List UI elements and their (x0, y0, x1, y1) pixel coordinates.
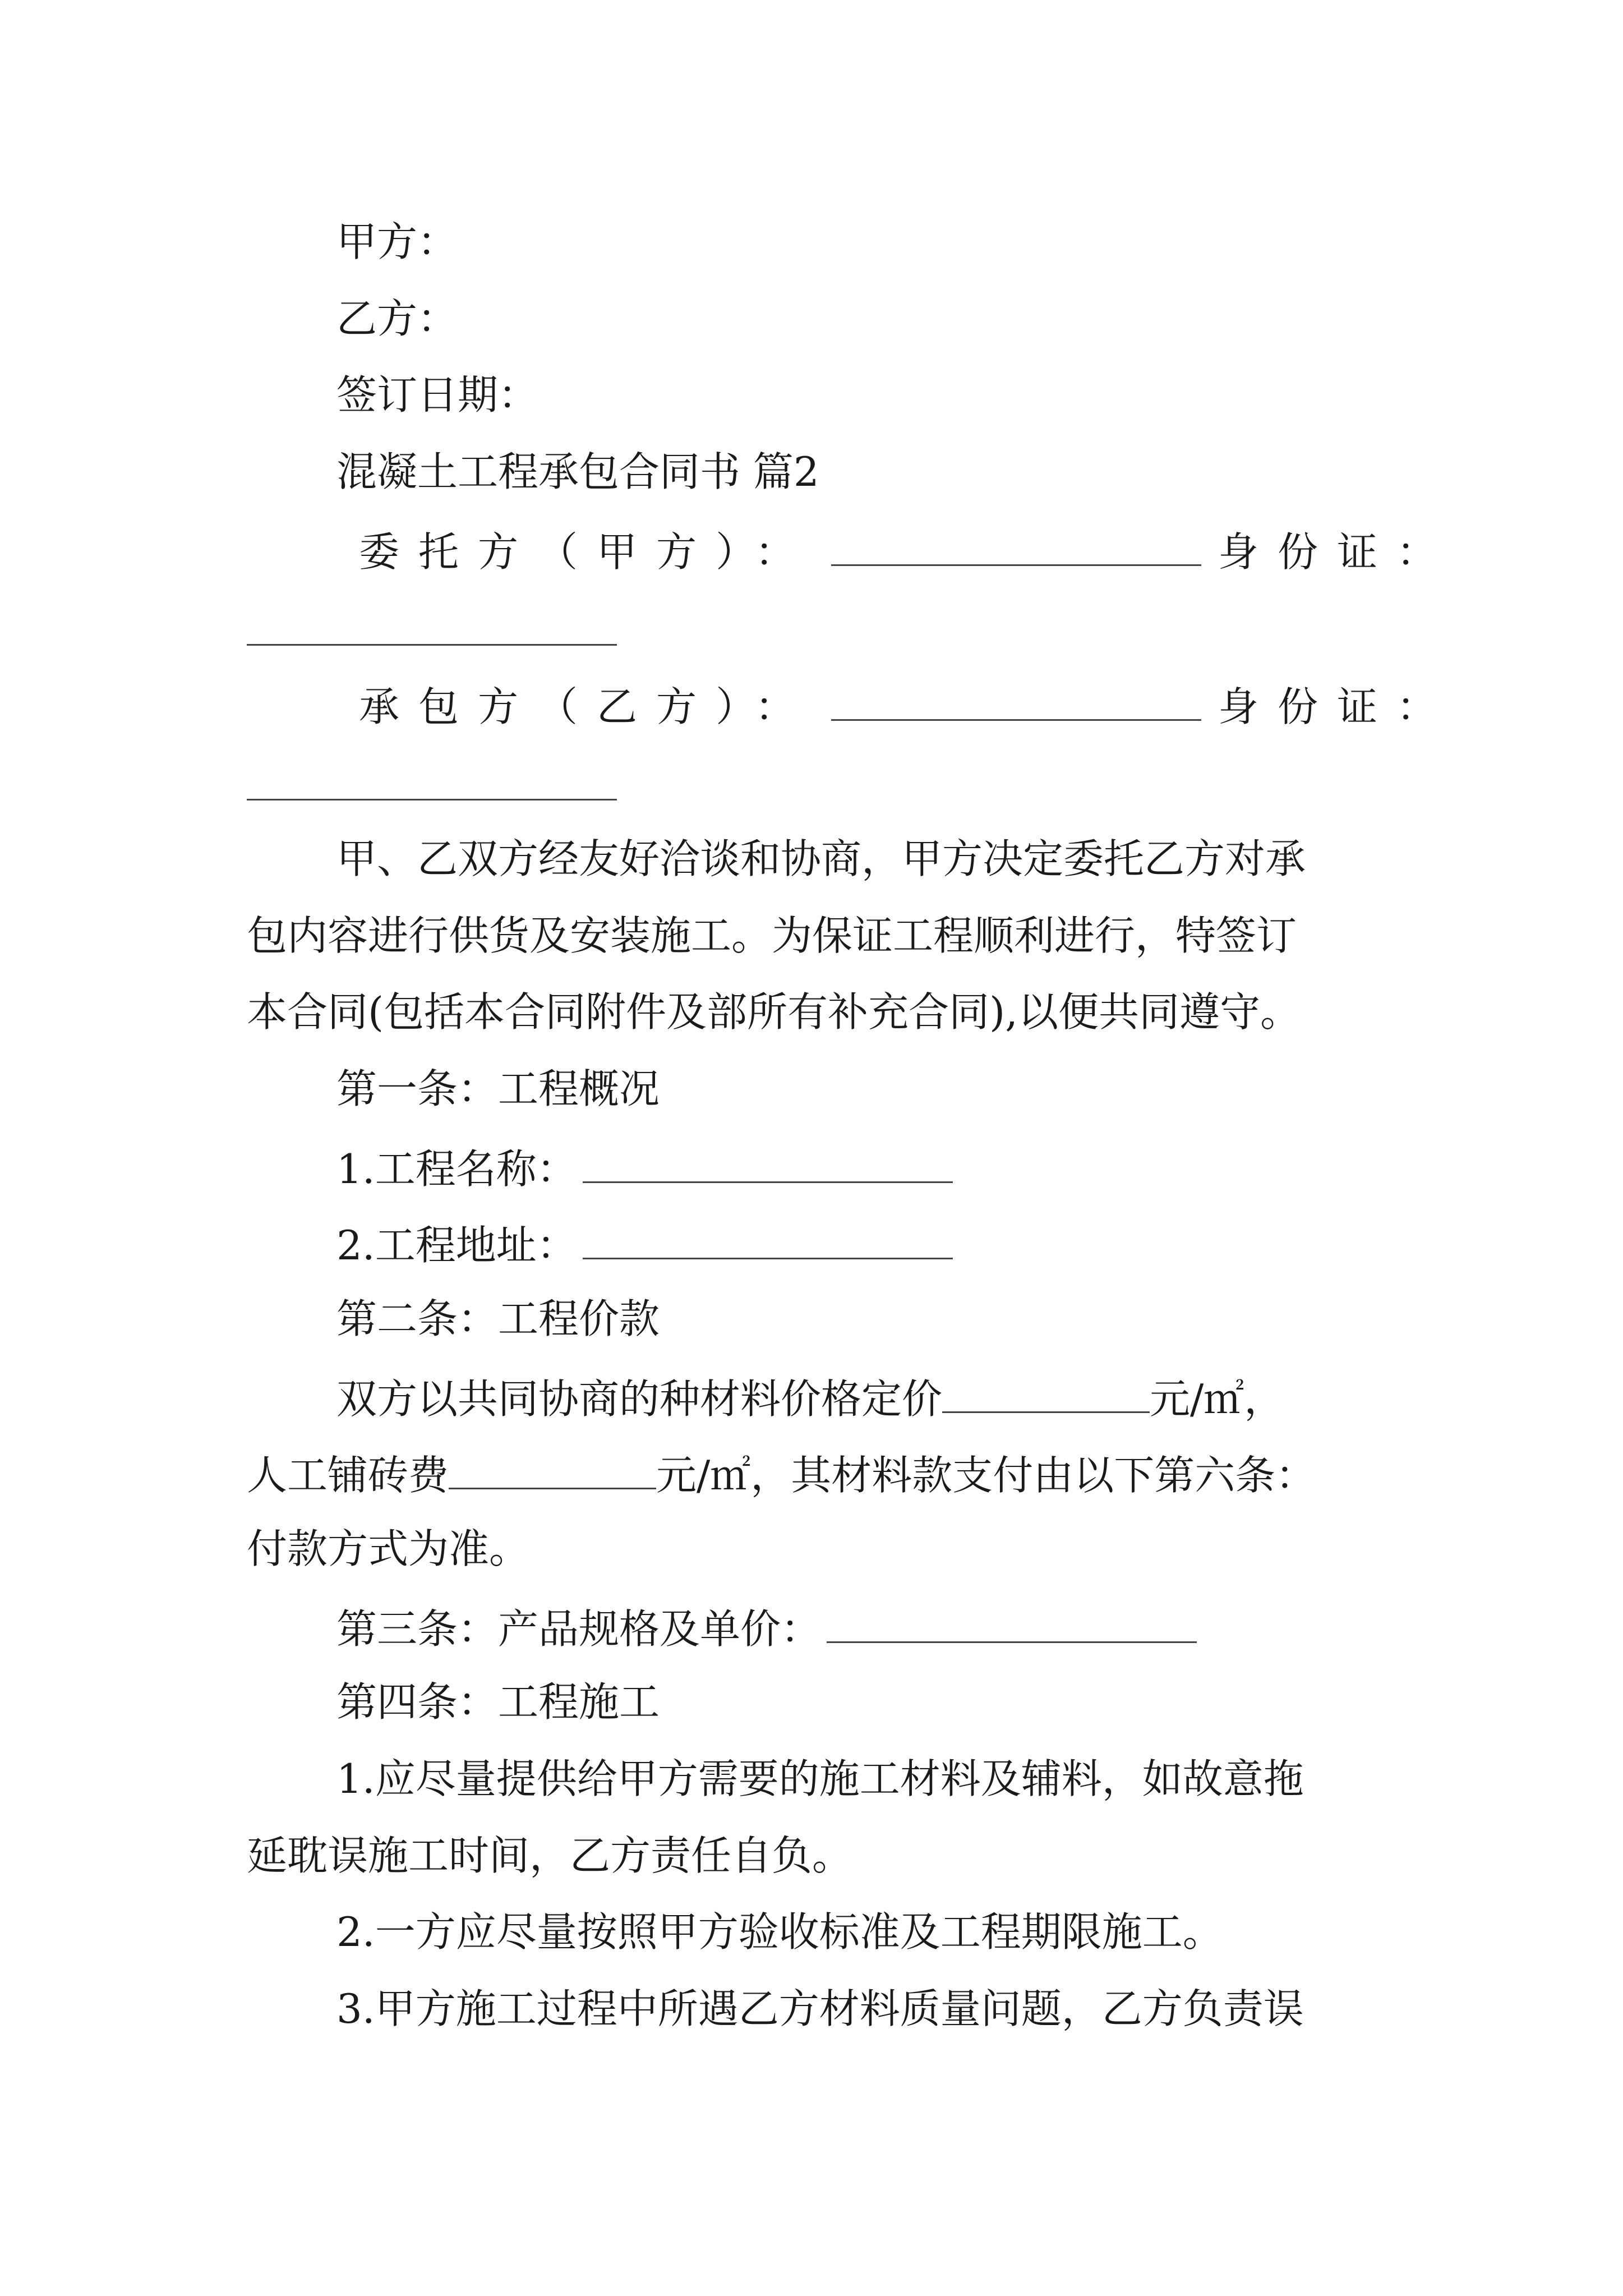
article-3-row (336, 1605, 1197, 1653)
intro-line-1: 甲、乙双方经友好洽谈和协商，甲方决定委托乙方对承 (336, 835, 1306, 882)
project-address-label: 2.工程地址： (336, 1222, 577, 1269)
article-1-item-1 (336, 1145, 953, 1193)
price-line-1 (336, 1375, 1285, 1423)
spec-price-blank (827, 1605, 1197, 1643)
article-1-item-2 (336, 1222, 953, 1269)
contractor-label: 承包方（乙方）： (359, 683, 815, 730)
labor-price-unit: 元/㎡，其材料款支付由以下第六条： (656, 1452, 1316, 1499)
article-4-item-1-line-1: 1.应尽量提供给甲方需要的施工材料及辅料，如故意拖 (336, 1755, 1304, 1802)
material-price-unit: 元/㎡， (1150, 1375, 1285, 1423)
article-3-title: 第三条：产品规格及单价： (336, 1605, 822, 1653)
labor-price-blank (449, 1452, 656, 1489)
labor-price-text: 人工铺砖费 (247, 1452, 449, 1499)
client-label: 委托方（甲方）： (359, 528, 815, 576)
party-b-label: 乙方： (336, 295, 458, 342)
sign-date-label: 签订日期： (336, 371, 539, 418)
project-address-blank (583, 1222, 953, 1259)
material-price-blank (942, 1375, 1150, 1413)
client-name-blank (831, 528, 1201, 566)
intro-line-2: 包内容进行供货及安装施工。为保证工程顺利进行，特签订 (247, 912, 1297, 959)
price-line-2 (247, 1452, 1316, 1499)
id-label-1: 身份证： (1218, 528, 1456, 576)
client-id-blank (247, 644, 617, 646)
id-label-2: 身份证： (1218, 683, 1456, 730)
article-1-title: 第一条：工程概况 (336, 1065, 660, 1112)
article-4-item-3: 3.甲方施工过程中所遇乙方材料质量问题，乙方负责误 (336, 1985, 1304, 2032)
article-4-item-1-line-2: 延耽误施工时间，乙方责任自负。 (247, 1832, 853, 1879)
section-heading: 混凝土工程承包合同书 篇2 (336, 448, 819, 495)
client-row (359, 528, 1456, 576)
project-name-blank (583, 1145, 953, 1183)
price-line-3: 付款方式为准。 (247, 1525, 530, 1572)
article-4-item-2: 2.一方应尽量按照甲方验收标准及工程期限施工。 (336, 1908, 1223, 1955)
material-price-text: 双方以共同协商的种材料价格定价 (336, 1375, 943, 1423)
article-4-title: 第四条：工程施工 (336, 1678, 660, 1726)
article-2-title: 第二条：工程价款 (336, 1295, 660, 1342)
contractor-row (359, 683, 1456, 730)
contractor-id-blank (247, 799, 617, 800)
project-name-label: 1.工程名称： (336, 1145, 577, 1193)
party-a-label: 甲方： (336, 218, 458, 265)
intro-line-3: 本合同(包括本合同附件及部所有补充合同),以便共同遵守。 (247, 988, 1301, 1036)
contractor-name-blank (831, 683, 1201, 721)
